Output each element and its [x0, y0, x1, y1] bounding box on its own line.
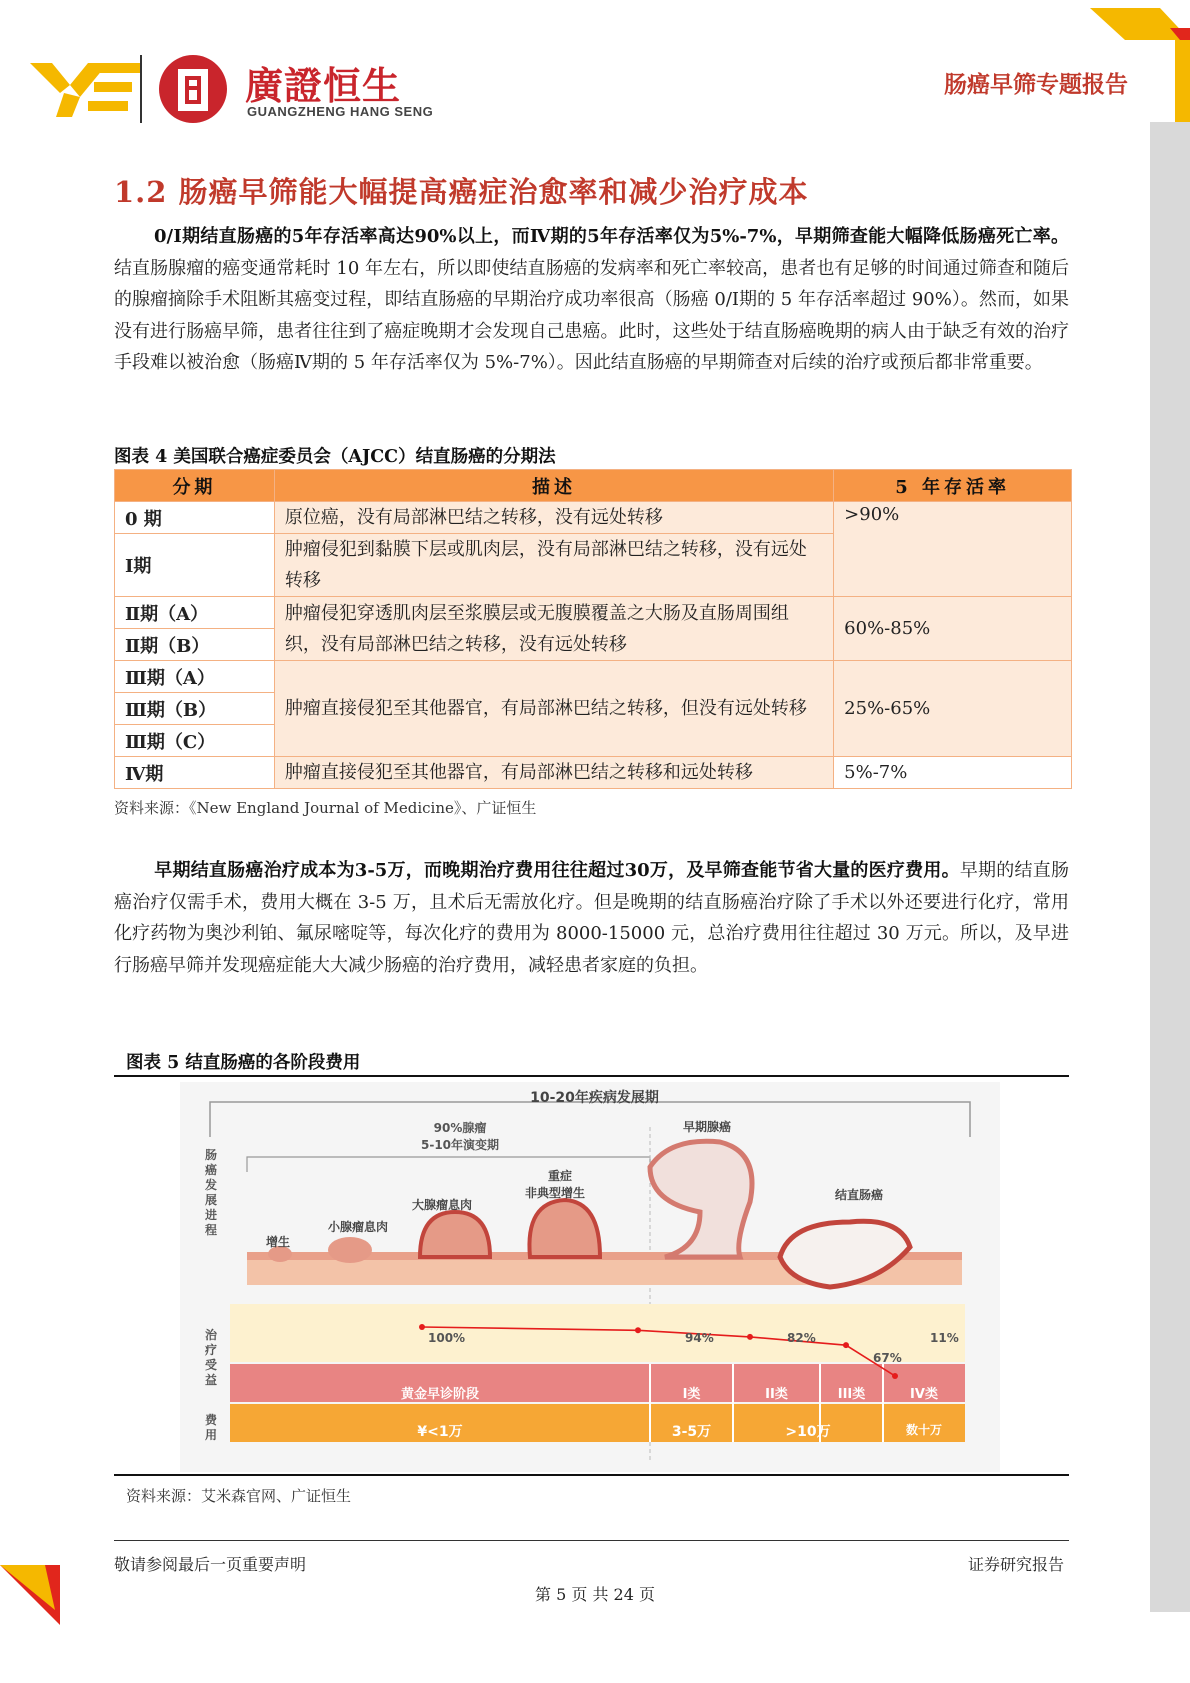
cost-label: ¥<1万	[417, 1424, 463, 1440]
header-stage: 分期	[115, 470, 275, 502]
corner-decoration-icon	[0, 1565, 60, 1625]
stage-label: 增生	[266, 1235, 291, 1249]
stage-cell: Ⅲ期（B）	[115, 693, 275, 725]
table4-caption: 图表 4 美国联合癌症委员会（AJCC）结直肠癌的分期法	[114, 447, 556, 467]
stage-cell: Ⅰ期	[115, 534, 275, 597]
benefit-point-2	[747, 1334, 753, 1340]
survival-cell: >90%	[834, 502, 1072, 597]
logo-divider	[140, 55, 142, 123]
phase-label: IV类	[910, 1387, 938, 1402]
paragraph-survival	[114, 221, 1069, 379]
benefit-band	[230, 1304, 965, 1362]
cost-label: 数十万	[905, 1423, 942, 1437]
footer-rule	[114, 1540, 1069, 1541]
cost-label: 3-5万	[671, 1424, 712, 1440]
row-label-benefit: 治疗受益	[205, 1328, 218, 1387]
description-cell: 肿瘤侵犯到黏膜下层或肌肉层，没有局部淋巴结之转移，没有远处转移	[274, 534, 833, 597]
page-number: 第 5 页 共 24 页	[535, 1585, 655, 1604]
description-cell: 原位癌，没有局部淋巴结之转移，没有远处转移	[274, 502, 833, 534]
stage-cell: Ⅱ期（A）	[115, 597, 275, 629]
phase-label: III类	[837, 1387, 866, 1402]
survival-cell: 5%-7%	[834, 757, 1072, 789]
table-header-row	[115, 470, 1072, 502]
benefit-point-1	[635, 1327, 641, 1333]
table-row	[115, 757, 1072, 789]
description-cell: 肿瘤直接侵犯至其他器官，有局部淋巴结之转移和远处转移	[274, 757, 833, 789]
adenoma-note: 90%腺瘤	[433, 1121, 487, 1135]
figure5-bottom-rule	[114, 1474, 1069, 1476]
stage-label: 小腺瘤息肉	[328, 1220, 389, 1234]
side-bar	[1150, 122, 1190, 1612]
phase-label: II类	[765, 1387, 788, 1402]
row-label-cost: 费用	[205, 1413, 218, 1442]
stage-label: 非典型增生	[525, 1186, 586, 1200]
stage-cell: Ⅳ期	[115, 757, 275, 789]
benefit-label: 67%	[873, 1351, 902, 1365]
header-description: 描述	[274, 470, 833, 502]
benefit-label: 94%	[685, 1331, 714, 1345]
period-label: 10-20年疾病发展期	[530, 1090, 659, 1106]
stage-label: 大腺瘤息肉	[412, 1198, 473, 1212]
guangzheng-seal-icon	[158, 54, 228, 124]
benefit-point-4	[892, 1373, 898, 1379]
figure5-diagram	[180, 1082, 1000, 1472]
stage-label: 早期腺癌	[683, 1120, 732, 1134]
stage-cell: Ⅲ期（A）	[115, 661, 275, 693]
yue-logo-icon	[30, 55, 145, 120]
row-label-development: 肠癌发展进程	[205, 1148, 218, 1237]
figure5-top-rule	[114, 1075, 1069, 1077]
section-title: 1.2 肠癌早筛能大幅提高癌症治愈率和减少治疗成本	[114, 175, 809, 209]
brand-name-cn: 廣證恒生	[245, 64, 402, 108]
benefit-point-0	[419, 1324, 425, 1330]
benefit-label: 82%	[787, 1331, 816, 1345]
disclaimer-text: 敬请参阅最后一页重要声明	[114, 1555, 307, 1574]
table-row	[115, 597, 1072, 629]
stage-label: 重症	[548, 1169, 573, 1183]
corner-decoration-icon	[1030, 0, 1190, 130]
paragraph-survival-body: 结直肠腺瘤的癌变通常耗时 10 年左右，所以即使结直肠癌的发病率和死亡率较高，患者也有足够的时间通过筛查和随后的腺瘤摘除手术阻断其癌变过程，即结直肠癌的早期治疗成功率很高（肠癌 0/Ⅰ期的 5 年存活率超过 90%）。然而，如果没有进行肠癌早筛，患者往往到了癌症晚期才会发现自己患癌。此时，这些处于结直肠癌晚期的病人由于缺乏有效的治疗手段难以被治愈（肠癌Ⅳ期的 5 年存活率仅为 5%-7%）。因此结直肠癌的早期筛查对后续的治疗或预后都非常重要。	[114, 257, 1069, 373]
phase-label: I类	[682, 1387, 701, 1402]
benefit-label: 11%	[930, 1331, 959, 1345]
paragraph-cost	[114, 855, 1069, 981]
table-row	[115, 661, 1072, 693]
figure5-caption: 图表 5 结直肠癌的各阶段费用	[126, 1053, 361, 1073]
stage-label: 结直肠癌	[835, 1188, 884, 1202]
table-row	[115, 502, 1072, 534]
report-title: 肠癌早筛专题报告	[944, 72, 1128, 98]
stage-cell: Ⅲ期（C）	[115, 725, 275, 757]
description-cell: 肿瘤直接侵犯至其他器官，有局部淋巴结之转移，但没有远处转移	[274, 661, 833, 757]
table4-source: 资料来源：《New England Journal of Medicine》、广证恒生	[114, 799, 537, 817]
phase-label: 黄金早诊阶段	[400, 1387, 479, 1402]
report-type: 证券研究报告	[968, 1555, 1065, 1574]
stage-cell: Ⅱ期（B）	[115, 629, 275, 661]
survival-cell: 60%-85%	[834, 597, 1072, 661]
cost-label: >10万	[785, 1424, 831, 1440]
header-survival: 5 年存活率	[834, 470, 1072, 502]
benefit-point-3	[843, 1342, 849, 1348]
stage-cell: 0 期	[115, 502, 275, 534]
benefit-label: 100%	[428, 1331, 466, 1345]
figure5-source: 资料来源：艾米森官网、广证恒生	[126, 1487, 352, 1505]
paragraph-survival-lead: 0/Ⅰ期结直肠癌的5年存活率高达90%以上，而Ⅳ期的5年存活率仅为5%-7%，早期筛查能大幅降低肠癌死亡率。	[154, 226, 1069, 247]
brand-name-en: GUANGZHENG HANG SENG	[247, 104, 434, 119]
description-cell: 肿瘤侵犯穿透肌肉层至浆膜层或无腹膜覆盖之大肠及直肠周围组织，没有局部淋巴结之转移，没有远处转移	[274, 597, 833, 661]
ajcc-staging-table	[114, 469, 1072, 789]
paragraph-cost-body: 早期的结直肠癌治疗仅需手术，费用大概在 3-5 万，且术后无需放化疗。但是晚期的结直肠癌治疗除了手术以外还要进行化疗，常用化疗药物为奥沙利铂、氟尿嘧啶等，每次化疗的费用为 8000-15000 元，总治疗费用往往超过 30 万元。所以，及早进行肠癌早筛并发现癌症能大大减少肠癌的治疗费用，减轻患者家庭的负担。	[114, 860, 1069, 976]
evolution-note: 5-10年演变期	[420, 1138, 500, 1152]
survival-cell: 25%-65%	[834, 661, 1072, 757]
paragraph-cost-lead: 早期结直肠癌治疗成本为3-5万，而晚期治疗费用往往超过30万，及早筛查能节省大量的医疗费用。	[154, 860, 960, 881]
